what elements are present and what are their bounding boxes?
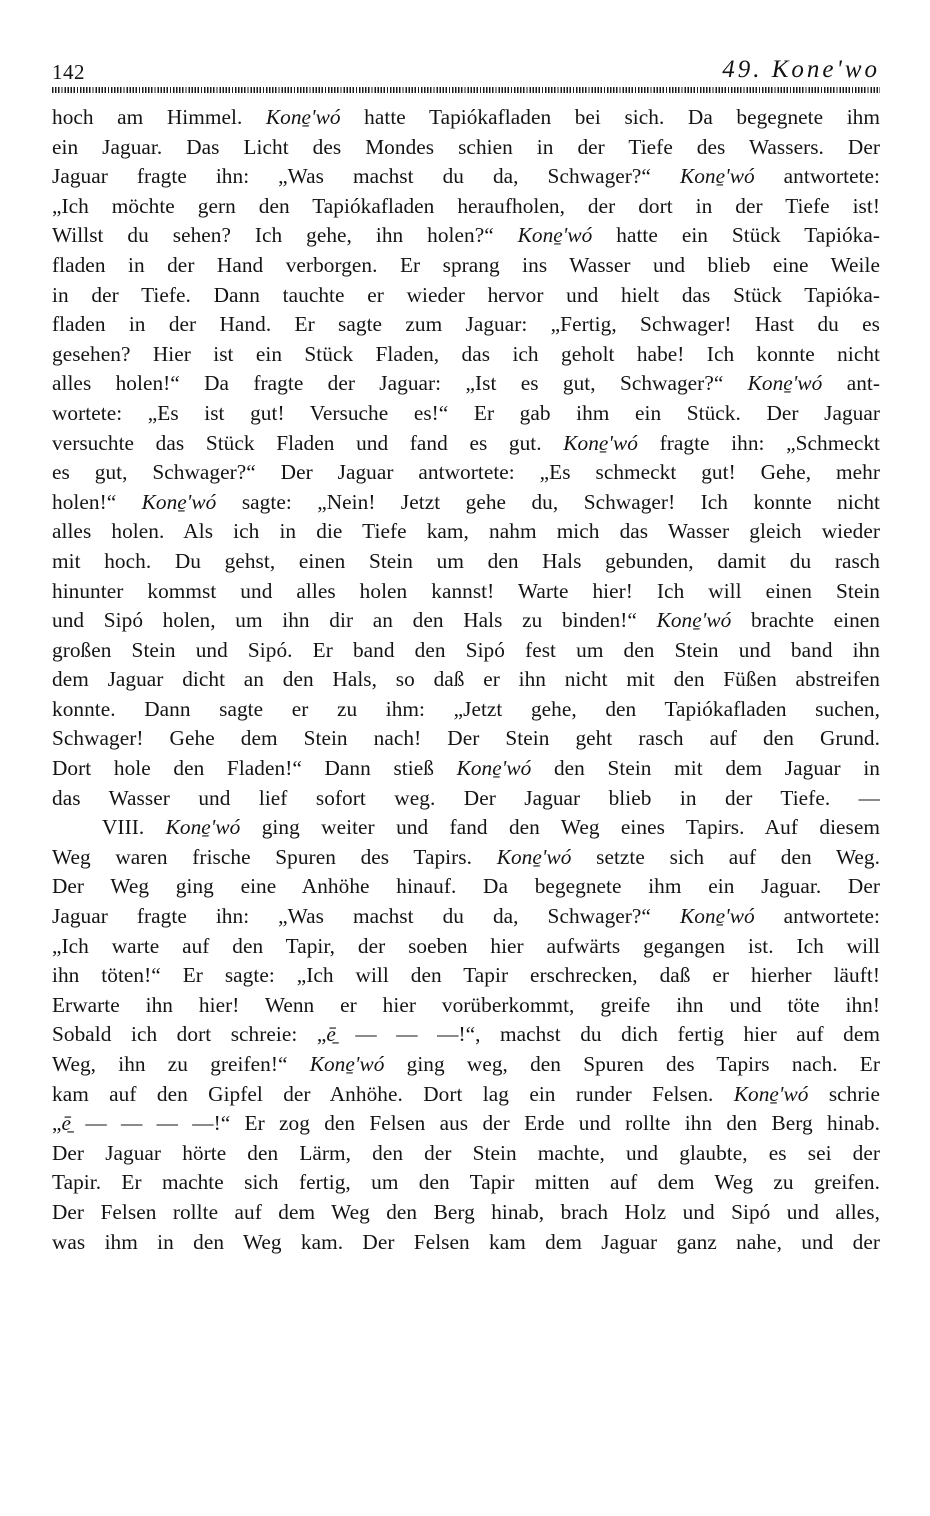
italic-name: Kone̱'wó bbox=[141, 489, 217, 514]
text-segment: Willst du sehen? Ich gehe, ihn holen?“ bbox=[52, 223, 518, 248]
text-segment: ant- bbox=[822, 371, 880, 396]
italic-name: Kone̱'wó bbox=[747, 371, 823, 396]
text-line bbox=[52, 103, 880, 133]
text-line bbox=[52, 458, 880, 488]
text-line bbox=[52, 665, 880, 695]
text-segment: hatte ein Stück Tapióka- bbox=[592, 223, 880, 248]
text-segment: schrie bbox=[808, 1081, 880, 1106]
text-segment: antwortete: bbox=[754, 904, 880, 929]
text-segment: hinunter kommst und alles holen kannst! Warte hier! Ich will einen Stein bbox=[52, 578, 880, 603]
text-segment: großen Stein und Sipó. Er band den Sipó fest um den Stein und band ihn bbox=[52, 637, 880, 662]
text-segment: Erwarte ihn hier! Wenn er hier vorüberkommt, greife ihn und töte ihn! bbox=[52, 992, 880, 1017]
text-segment: alles holen. Als ich in die Tiefe kam, nahm mich das Wasser gleich wieder bbox=[52, 519, 880, 544]
italic-name: ē̱ bbox=[61, 1111, 72, 1136]
text-line bbox=[52, 547, 880, 577]
body-text bbox=[52, 103, 880, 1257]
page-number: 142 bbox=[52, 60, 85, 84]
text-line bbox=[52, 310, 880, 340]
text-segment: sagte: „Nein! Jetzt gehe du, Schwager! Ich konnte nicht bbox=[216, 489, 880, 514]
text-segment: Weg, ihn zu greifen!“ bbox=[52, 1052, 310, 1076]
text-line bbox=[52, 340, 880, 370]
text-line bbox=[52, 1050, 880, 1080]
text-line bbox=[52, 843, 880, 873]
text-segment: brachte einen bbox=[731, 608, 880, 633]
text-segment: alles holen!“ Da fragte der Jaguar: „Ist es gut, Schwager?“ bbox=[52, 371, 748, 396]
text-line bbox=[52, 488, 880, 518]
text-line bbox=[52, 724, 880, 754]
text-segment: VIII. bbox=[102, 815, 166, 840]
text-line bbox=[52, 162, 880, 192]
text-segment: hatte Tapiókafladen bei sich. Da begegnete ihm bbox=[340, 105, 880, 129]
text-segment: antwortete: bbox=[754, 164, 880, 189]
text-segment: gesehen? Hier ist ein Stück Fladen, das ich geholt habe! Ich konnte nicht bbox=[52, 341, 880, 366]
text-line bbox=[52, 1109, 880, 1139]
text-segment: hoch am Himmel. bbox=[52, 105, 266, 129]
text-line bbox=[52, 784, 880, 814]
book-page bbox=[52, 56, 880, 1257]
text-segment: kam auf den Gipfel der Anhöhe. Dort lag ein runder Felsen. bbox=[52, 1081, 734, 1106]
text-segment: ein Jaguar. Das Licht des Mondes schien in der Tiefe des Wassers. Der bbox=[52, 134, 880, 159]
text-line bbox=[52, 281, 880, 311]
italic-name: Kone̱'wó bbox=[563, 430, 638, 455]
italic-name: Kone̱'wó bbox=[679, 904, 755, 929]
text-line bbox=[52, 813, 880, 843]
italic-name: ē̱ bbox=[326, 1022, 336, 1047]
text-line bbox=[52, 961, 880, 991]
text-segment: fladen in der Hand verborgen. Er sprang ins Wasser und blieb eine Weile bbox=[52, 252, 880, 277]
text-segment: konnte. Dann sagte er zu ihm: „Jetzt gehe, den Tapiókafladen suchen, bbox=[52, 696, 880, 721]
header-rule bbox=[52, 87, 880, 93]
italic-name: Kone̱'wó bbox=[656, 608, 732, 633]
text-segment: Schwager! Gehe dem Stein nach! Der Stein geht rasch auf den Grund. bbox=[52, 726, 880, 751]
italic-name: Kone̱'wó bbox=[733, 1081, 809, 1106]
italic-name: Kone̱'wó bbox=[265, 105, 341, 129]
text-segment: Jaguar fragte ihn: „Was machst du da, Schwager?“ bbox=[52, 164, 680, 189]
text-segment: wortete: „Es ist gut! Versuche es!“ Er gab ihm ein Stück. Der Jaguar bbox=[52, 400, 880, 425]
italic-name: Kone̱'wó bbox=[517, 223, 593, 248]
italic-name: Kone̱'wó bbox=[165, 815, 241, 840]
text-segment: Weg waren frische Spuren des Tapirs. bbox=[52, 844, 497, 869]
text-segment: was ihm in den Weg kam. Der Felsen kam dem Jaguar ganz nahe, und der bbox=[52, 1229, 880, 1254]
text-line bbox=[52, 1198, 880, 1228]
text-segment: und Sipó holen, um ihn dir an den Hals zu binden!“ bbox=[52, 608, 657, 633]
text-segment: holen!“ bbox=[52, 489, 142, 514]
text-line bbox=[52, 636, 880, 666]
text-line bbox=[52, 133, 880, 163]
text-segment: „Ich warte auf den Tapir, der soeben hier aufwärts gegangen ist. Ich will bbox=[52, 933, 880, 958]
text-line bbox=[52, 1080, 880, 1110]
text-segment: dem Jaguar dicht an den Hals, so daß er ihn nicht mit den Füßen abstreifen bbox=[52, 667, 880, 692]
text-segment: Sobald ich dort schreie: „ bbox=[52, 1022, 327, 1047]
italic-name: Kone̱'wó bbox=[679, 164, 755, 189]
text-segment: setzte sich auf den Weg. bbox=[571, 844, 880, 869]
text-segment: ging weiter und fand den Weg eines Tapirs. Auf diesem bbox=[240, 815, 880, 840]
text-line bbox=[52, 902, 880, 932]
italic-name: Kone̱'wó bbox=[309, 1052, 385, 1076]
text-line bbox=[52, 932, 880, 962]
text-segment: Jaguar fragte ihn: „Was machst du da, Schwager?“ bbox=[52, 904, 680, 929]
text-segment: Der Felsen rollte auf dem Weg den Berg hinab, brach Holz und Sipó und alles, bbox=[52, 1199, 880, 1224]
text-segment: fragte ihn: „Schmeckt bbox=[637, 430, 880, 455]
text-segment: ihn töten!“ Er sagte: „Ich will den Tapir erschrecken, daß er hierher läuft! bbox=[52, 963, 880, 988]
text-segment: — — — —!“ Er zog den Felsen aus der Erde und rollte ihn den Berg hinab. bbox=[71, 1111, 880, 1136]
text-segment: versuchte das Stück Fladen und fand es gut. bbox=[52, 430, 564, 455]
text-line bbox=[52, 1168, 880, 1198]
italic-name: Kone̱'wó bbox=[456, 756, 532, 781]
text-line bbox=[52, 577, 880, 607]
text-segment: Der Weg ging eine Anhöhe hinauf. Da begegnete ihm ein Jaguar. Der bbox=[52, 874, 880, 899]
text-line bbox=[52, 754, 880, 784]
text-line bbox=[52, 192, 880, 222]
text-line bbox=[52, 695, 880, 725]
italic-name: Kone̱'wó bbox=[496, 844, 572, 869]
text-segment: ging weg, den Spuren des Tapirs nach. Er bbox=[384, 1052, 880, 1076]
text-segment: — — —!“, machst du dich fertig hier auf dem bbox=[335, 1022, 880, 1047]
running-head: 49. Kone'wo bbox=[722, 56, 880, 83]
text-segment: den Stein mit dem Jaguar in bbox=[531, 756, 880, 781]
text-line bbox=[52, 369, 880, 399]
text-line bbox=[52, 1020, 880, 1050]
text-line bbox=[52, 399, 880, 429]
text-segment: Dort hole den Fladen!“ Dann stieß bbox=[52, 756, 457, 781]
text-segment: Der Jaguar hörte den Lärm, den der Stein machte, und glaubte, es sei der bbox=[52, 1140, 880, 1165]
text-segment: fladen in der Hand. Er sagte zum Jaguar: „Fertig, Schwager! Hast du es bbox=[52, 312, 880, 337]
text-line bbox=[52, 606, 880, 636]
text-line bbox=[52, 1139, 880, 1169]
text-segment: Tapir. Er machte sich fertig, um den Tapir mitten auf dem Weg zu greifen. bbox=[52, 1170, 880, 1195]
text-line bbox=[52, 1228, 880, 1258]
text-segment: in der Tiefe. Dann tauchte er wieder hervor und hielt das Stück Tapióka- bbox=[52, 282, 880, 307]
page-header bbox=[52, 56, 880, 86]
text-segment: „Ich möchte gern den Tapiókafladen heraufholen, der dort in der Tiefe ist! bbox=[52, 193, 880, 218]
text-segment: das Wasser und lief sofort weg. Der Jaguar blieb in der Tiefe. — bbox=[52, 785, 880, 810]
text-line bbox=[52, 221, 880, 251]
text-line bbox=[52, 429, 880, 459]
text-line bbox=[52, 991, 880, 1021]
text-line bbox=[52, 517, 880, 547]
text-segment: es gut, Schwager?“ Der Jaguar antwortete: „Es schmeckt gut! Gehe, mehr bbox=[52, 460, 880, 485]
text-segment: mit hoch. Du gehst, einen Stein um den Hals gebunden, damit du rasch bbox=[52, 548, 880, 573]
text-line bbox=[52, 872, 880, 902]
text-segment: „ bbox=[52, 1111, 62, 1136]
text-line bbox=[52, 251, 880, 281]
